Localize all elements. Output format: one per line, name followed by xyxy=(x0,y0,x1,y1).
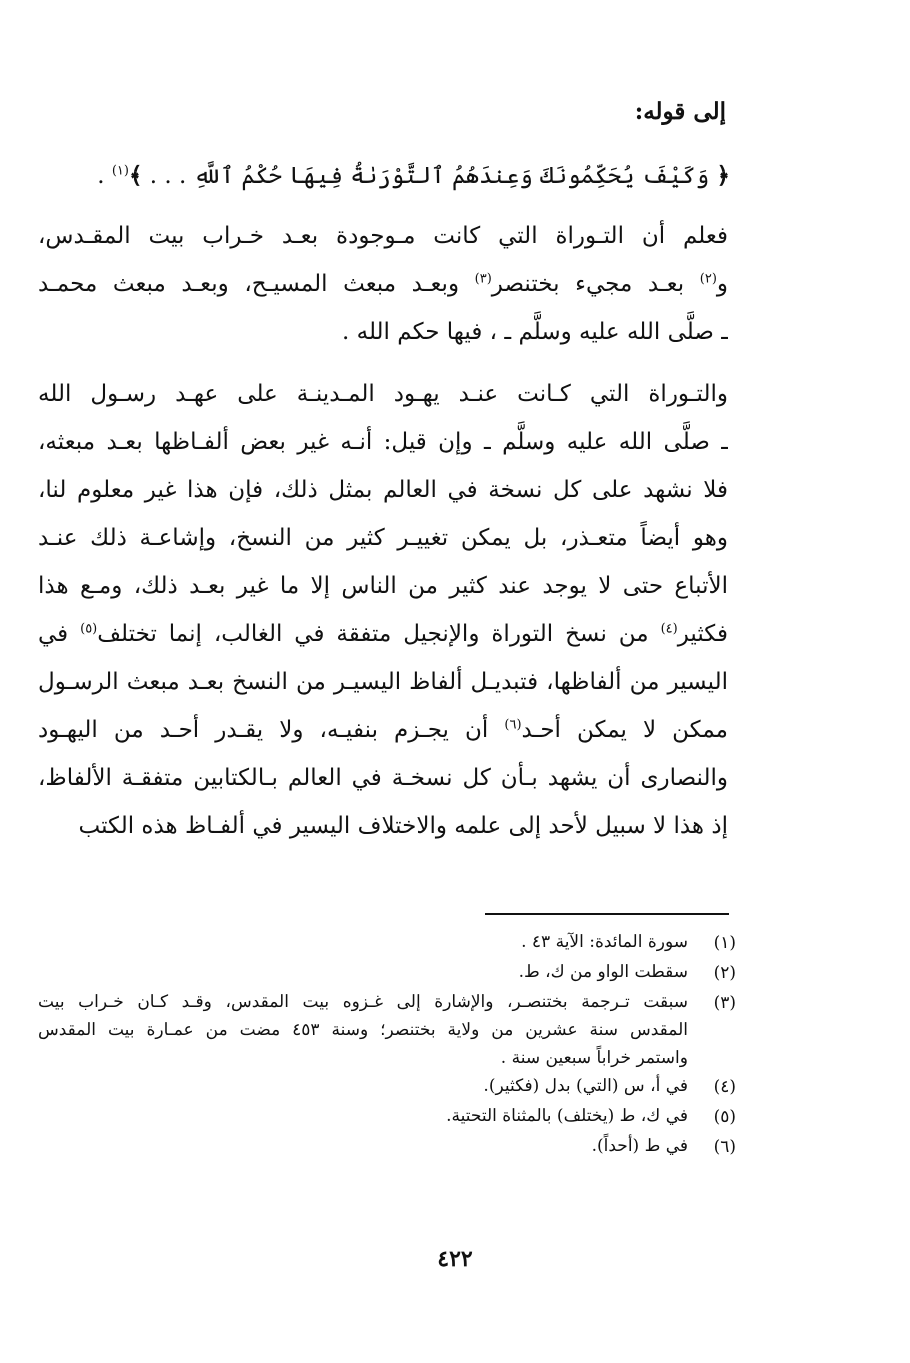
footnote-ref: (١) xyxy=(111,163,129,179)
paragraph-1 xyxy=(38,212,728,356)
quran-verse xyxy=(97,156,730,196)
footnote-number: (٤) xyxy=(713,1077,736,1097)
quran-open-bracket: ﴿ xyxy=(716,162,730,189)
footnote-number: (٦) xyxy=(713,1137,736,1157)
text-segment: و xyxy=(716,271,728,297)
footnote-line: واستمر خراباً سبعين سنة . xyxy=(500,1048,688,1068)
text-segment: والتـوراة التي كـانت عنـد يهـود المـدينـة على عهـد رسـول الله xyxy=(38,381,728,407)
text-line xyxy=(38,658,728,706)
footnote-line: سورة المائدة: الآية ٤٣ . xyxy=(521,932,688,952)
text-line xyxy=(38,370,728,418)
footnote-text xyxy=(38,928,688,958)
quran-close-bracket: ﴾ xyxy=(128,162,143,189)
text-segment: ممكن لا يمكن أحـد xyxy=(521,717,728,743)
text-line xyxy=(38,260,728,308)
footnote-item xyxy=(38,928,738,958)
text-segment: في xyxy=(38,621,81,647)
footnote-ref: (٣) xyxy=(474,271,492,287)
text-line xyxy=(38,308,728,356)
text-line xyxy=(38,706,728,754)
footnote-ref: (٦) xyxy=(504,717,522,733)
footnote-line: المقدس سنة عشرين من ولاية بختنصر؛ وسنة ٤٥٣ مضت من عمـارة بيت المقدس xyxy=(38,1020,688,1040)
footnote-number: (١) xyxy=(713,933,736,953)
paragraph-2 xyxy=(38,370,728,850)
footnote-item xyxy=(38,1102,738,1132)
text-line xyxy=(38,802,728,850)
footnote-item xyxy=(38,1132,738,1162)
footnote-divider xyxy=(485,913,729,915)
footnote-number: (٣) xyxy=(713,993,736,1013)
footnote-text xyxy=(38,958,688,988)
text-segment: أن يجـزم بنفيـه، ولا يقـدر أحـد من اليهـود xyxy=(38,717,505,743)
footnote-text xyxy=(38,1072,688,1102)
footnote-ref: (٤) xyxy=(660,621,678,637)
footnotes-section xyxy=(38,928,738,1162)
intro-line: إلى قوله: xyxy=(634,98,726,125)
text-segment: فكثير xyxy=(677,621,728,647)
text-segment: وهو أيضاً متعـذر، بل يمكن تغييـر كثير من النسخ، وإشاعـة ذلك عنـد xyxy=(38,525,728,551)
footnote-item xyxy=(38,1072,738,1102)
footnote-line: سقطت الواو من ك، ط. xyxy=(518,962,688,982)
text-segment: الأتباع حتى لا يوجد عند كثير من الناس إلا ما غير بعـد ذلك، ومـع هذا xyxy=(38,573,728,599)
footnote-ref: (٥) xyxy=(80,621,98,637)
footnote-item xyxy=(38,988,738,1072)
text-line xyxy=(38,610,728,658)
footnote-ref: (٢) xyxy=(699,271,717,287)
text-line xyxy=(38,514,728,562)
footnote-item xyxy=(38,958,738,988)
text-segment: اليسير من ألفاظها، فتبديـل ألفاظ اليسيـر من النسخ بعـد مبعث الرسـول xyxy=(38,669,728,695)
footnote-text xyxy=(38,1132,688,1162)
footnote-text xyxy=(38,988,688,1072)
text-line xyxy=(38,562,728,610)
text-segment: والنصارى أن يشهد بـأن كل نسخـة في العالم بـالكتابين متفقـة الألفاظ، xyxy=(38,765,728,791)
text-segment: فلا نشهد على كل نسخة في العالم بمثل ذلك، فإن هذا غير معلوم لنا، xyxy=(38,477,728,503)
footnote-number: (٥) xyxy=(713,1107,736,1127)
footnote-number: (٢) xyxy=(713,963,736,983)
text-segment: بعـد مجيء بختنصر xyxy=(491,271,700,297)
footnote-text xyxy=(38,1102,688,1132)
text-line xyxy=(38,754,728,802)
text-segment: فعلم أن التـوراة التي كانت مـوجودة بعـد خـراب بيت المقـدس، xyxy=(38,223,728,249)
text-segment: من نسخ التوراة والإنجيل متفقة في الغالب، إنما تختلف xyxy=(97,621,661,647)
footnote-line: في ط (أحداً). xyxy=(591,1136,688,1156)
page-number: ٤٢٢ xyxy=(437,1246,473,1272)
text-line xyxy=(38,466,728,514)
quran-end-period: . xyxy=(97,163,105,189)
text-segment: وبعـد مبعث المسيـح، وبعـد مبعث محمـد xyxy=(38,271,475,297)
footnote-line: سبقت تـرجمة بختنصـر، والإشارة إلى غـزوه بيت المقدس، وقـد كـان خـراب بيت xyxy=(38,992,688,1012)
footnote-line: في أ، س (التي) بدل (فكثير). xyxy=(483,1076,688,1096)
quran-verse-text: وَكَيْفَ يُحَكِّمُونَكَ وَعِندَهُمُ ٱلتَّوْرَىٰةُ فِيهَا حُكْمُ ٱللَّهِ . . . xyxy=(149,163,710,189)
text-line xyxy=(38,212,728,260)
text-line xyxy=(38,418,728,466)
text-segment: ـ صلَّى الله عليه وسلَّم ـ ، فيها حكم الله . xyxy=(341,319,728,345)
footnote-line: في ك، ط (يختلف) بالمثناة التحتية. xyxy=(446,1106,688,1126)
text-segment: ـ صلَّى الله عليه وسلَّم ـ وإن قيل: أنـه غير بعض ألفـاظها بعـد مبعثه، xyxy=(38,429,728,455)
text-segment: إذ هذا لا سبيل لأحد إلى علمه والاختلاف اليسير في ألفـاظ هذه الكتب xyxy=(78,813,728,839)
